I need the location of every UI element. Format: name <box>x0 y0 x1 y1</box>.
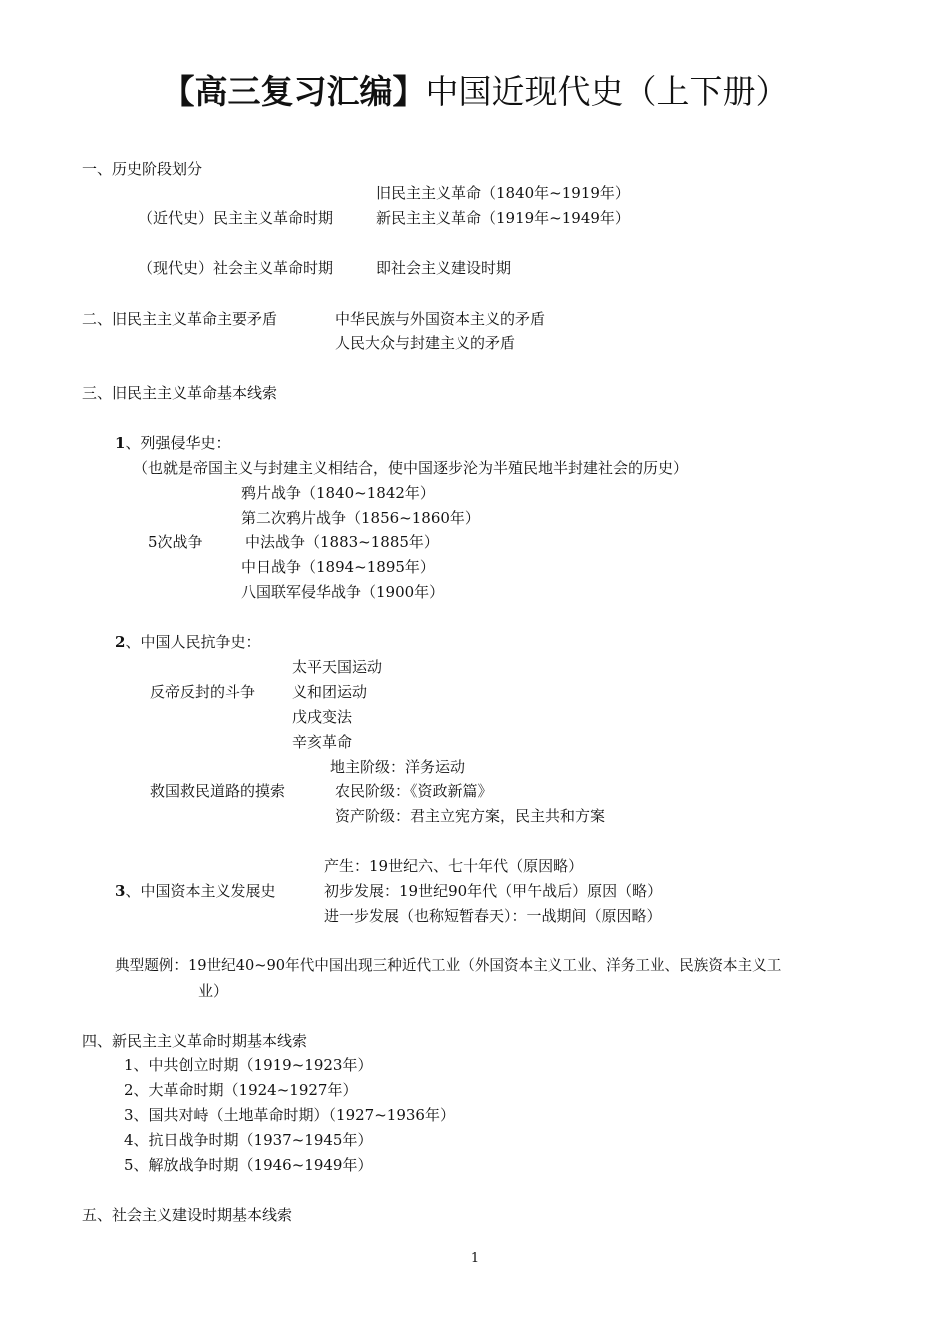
revolution-period: 4、抗日战争时期（1937~1945年） <box>124 1131 373 1149</box>
item-1-number: 1 <box>115 434 126 452</box>
section-4-heading: 四、新民主主义革命时期基本线索 <box>82 1032 308 1050</box>
explore-item: 资产阶级：君主立宪方案，民主共和方案 <box>335 807 606 825</box>
war-item: 八国联军侵华战争（1900年） <box>241 583 445 601</box>
struggle-item: 太平天国运动 <box>292 658 383 676</box>
struggle-item: 辛亥革命 <box>292 733 353 751</box>
item-3-number: 3 <box>115 882 126 900</box>
item-3-heading <box>115 881 275 901</box>
section-1-heading: 一、历史阶段划分 <box>82 160 203 178</box>
struggle-group-label: 反帝反封的斗争 <box>150 683 256 701</box>
new-democratic-revolution: 新民主主义革命（1919年~1949年） <box>376 209 630 227</box>
wars-group-label: 5次战争 <box>148 533 203 551</box>
section-3-heading: 三、旧民主主义革命基本线索 <box>82 384 278 402</box>
explore-item: 地主阶级：洋务运动 <box>330 758 466 776</box>
war-item: 鸦片战争（1840~1842年） <box>241 484 435 502</box>
contemporary-history-value: 即社会主义建设时期 <box>376 259 512 277</box>
war-item: 第二次鸦片战争（1856~1860年） <box>241 509 480 527</box>
revolution-period: 1、中共创立时期（1919~1923年） <box>124 1056 373 1074</box>
modern-history-label: （近代史）民主主义革命时期 <box>138 209 334 227</box>
section-5-heading: 五、社会主义建设时期基本线索 <box>82 1206 293 1224</box>
struggle-item: 戊戌变法 <box>292 708 353 726</box>
item-2-heading <box>115 632 260 652</box>
revolution-period: 3、国共对峙（土地革命时期）（1927~1936年） <box>124 1106 455 1124</box>
title-bold-part: 【高三复习汇编】 <box>161 72 426 111</box>
title-normal-part: 中国近现代史（上下册） <box>425 72 789 111</box>
item-3-label: 、中国资本主义发展史 <box>125 882 276 900</box>
page-title <box>0 70 950 114</box>
revolution-period: 2、大革命时期（1924~1927年） <box>124 1081 358 1099</box>
example-question-line-2: 业） <box>198 982 229 1000</box>
contemporary-history-label: （现代史）社会主义革命时期 <box>138 259 334 277</box>
revolution-period: 5、解放战争时期（1946~1949年） <box>124 1156 373 1174</box>
capitalism-stage: 产生：19世纪六、七十年代（原因略） <box>324 857 584 875</box>
contradiction-2: 人民大众与封建主义的矛盾 <box>335 334 516 352</box>
page-number: 1 <box>470 1251 480 1266</box>
old-democratic-revolution: 旧民主主义革命（1840年~1919年） <box>376 184 630 202</box>
item-1-label: 、列强侵华史： <box>125 434 231 452</box>
item-2-label: 、中国人民抗争史： <box>125 633 261 651</box>
contradiction-1: 中华民族与外国资本主义的矛盾 <box>335 310 546 328</box>
item-2-number: 2 <box>115 633 126 651</box>
explore-item: 农民阶级：《资政新篇》 <box>335 782 493 800</box>
item-1-heading <box>115 433 230 453</box>
capitalism-stage: 初步发展：19世纪90年代（甲午战后）原因（略） <box>324 882 663 900</box>
item-1-note: （也就是帝国主义与封建主义相结合，使中国逐步沦为半殖民地半封建社会的历史） <box>133 459 689 477</box>
explore-group-label: 救国救民道路的摸索 <box>150 782 286 800</box>
war-item: 中法战争（1883~1885年） <box>245 533 439 551</box>
section-2-heading: 二、旧民主主义革命主要矛盾 <box>82 310 278 328</box>
struggle-item: 义和团运动 <box>292 683 368 701</box>
war-item: 中日战争（1894~1895年） <box>241 558 435 576</box>
capitalism-stage: 进一步发展（也称短暂春天）：一战期间（原因略） <box>324 907 662 925</box>
example-question-line-1: 典型题例：19世纪40~90年代中国出现三种近代工业（外国资本主义工业、洋务工业、民族资本主义工 <box>115 957 782 974</box>
